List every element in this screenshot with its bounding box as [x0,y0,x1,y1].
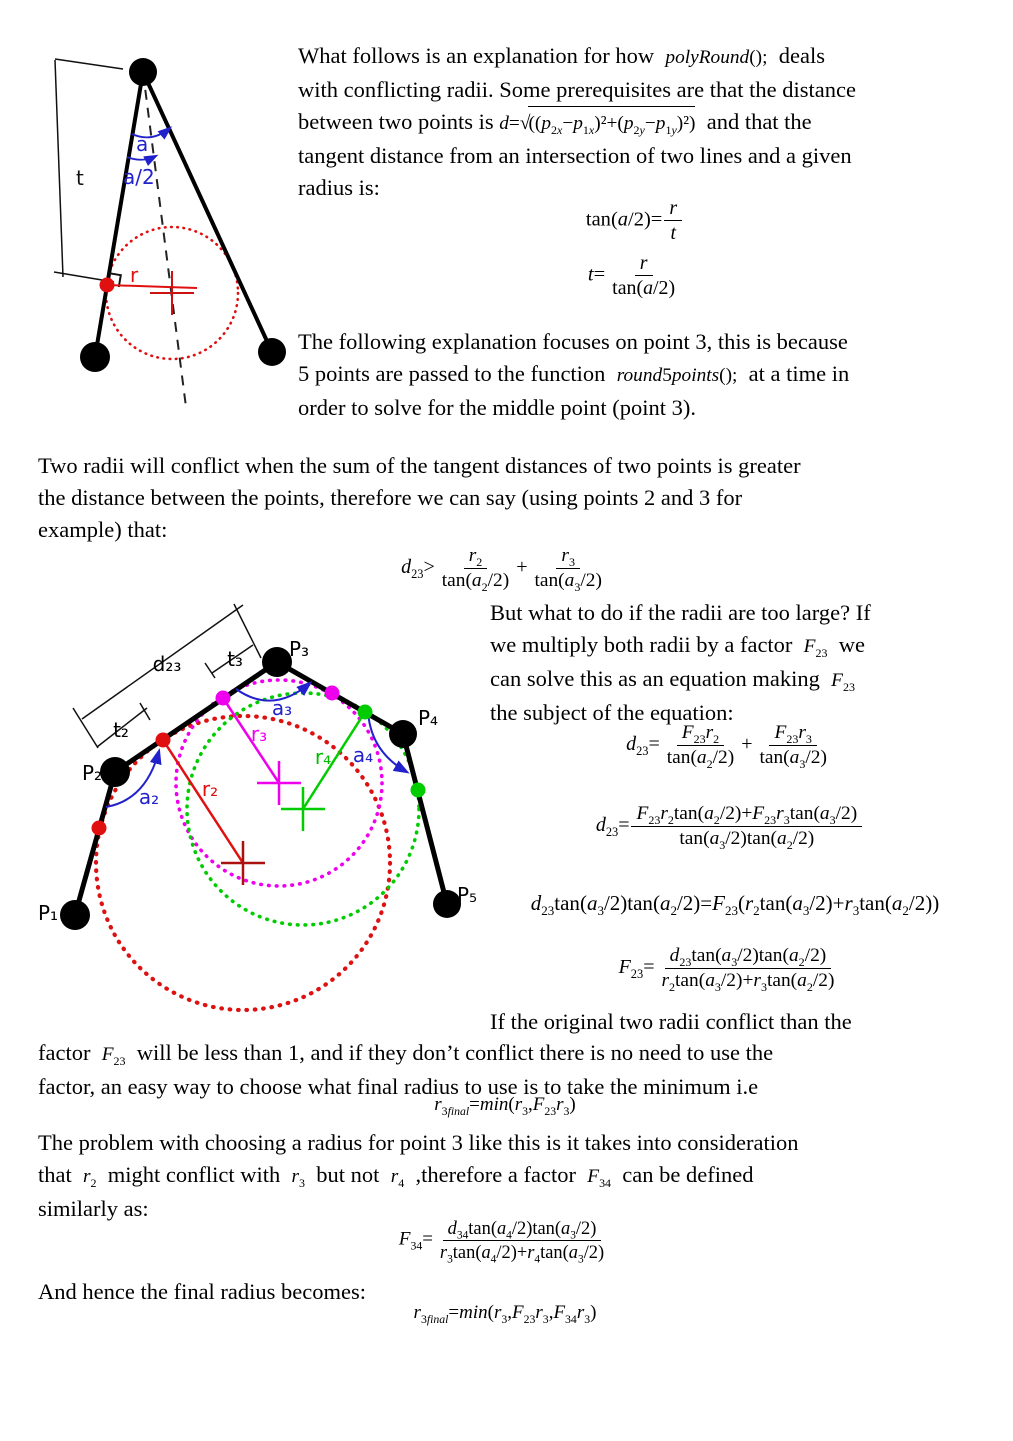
radius-line [107,285,197,288]
formula-r3final-min3: $r_{3final}=\min(r_3,F_{23}r_3,F_{34}r_3)$ [413,1302,597,1326]
tangent-dot-red-1 [156,733,171,748]
paragraph-original-full: factor $F_{23}$ will be less than 1, and if they don’t conflict there is no need to use the factor, an easy way to choose what final radius to use is to take the minimum i.e [38,1040,774,1099]
label-r4: r₄ [314,745,332,769]
formula-F34: $F_{34}=$ $\frac{d_{34}\tan(a_4/2)\tan(a_3/2)}{r_3\tan(a_4/2)+r_4\tan(a_3/2)}$ [398,1218,605,1266]
label-a2: a₂ [138,785,160,809]
paragraph-intro: What follows is an explanation for how polyRound(); deals with conflicting radii. Some prerequisites are that the distance between two points is $d=√((p_{2x}-p_{1x})^2+(p_{2y}-p_{1y})^2)$ and that the tangent distance from an intersection of two lines and a given radius is: [298,43,856,200]
label-t2: t₂ [113,718,129,742]
label-r: r [130,263,139,287]
paragraph-hence: And hence the final radius becomes: [38,1279,367,1304]
angle-a-half-arc [127,156,156,160]
formula-t: t= $\frac{r}{\tan(a/2)}$ [587,251,676,299]
tangent-dot-magenta-1 [216,691,231,706]
formula-tan: tan(a/2)= $\frac{r}{t}$ [480,197,790,245]
label-p5: P₅ [457,883,478,907]
paragraph-focus: The following explanation focuses on point 3, this is because 5 points are passed to the function round5points(); at a time in order to solve for the middle point (point 3). [298,329,850,420]
vertex-left-dot [80,342,110,372]
formula-F23: $F_{23}=$ $\frac{d_{23}\tan(a_3/2)\tan(a_2/2)}{r_2\tan(a_3/2)+r_3\tan(a_2/2)}$ [618,945,835,994]
p1-dot [60,900,90,930]
r2-line [163,740,243,863]
paragraph-original-right: If the original two radii conflict than the [490,1009,852,1034]
tangent-dot-green-1 [358,705,373,720]
tangent-angle-diagram [30,35,310,425]
label-p4: P₄ [418,706,439,730]
label-t: t [76,166,84,190]
vertex-right-dot [258,338,286,366]
p4-dot [389,720,417,748]
edge-left [95,72,143,357]
label-a: a [136,132,149,156]
formula-r3final-min2: $r_{3final}=\min(r_3,F_{23}r_3)$ [434,1094,576,1118]
label-a4: a₄ [352,743,374,767]
formula-d23-factored: $d_{23}=$ $\frac{F_{23}r_2}{\tan(a_2/2)}$ + $\frac{F_{23}r_3}{\tan(a_3/2)}$ [626,722,827,771]
circle-center-cross [150,271,194,315]
dimension-lines [73,604,261,748]
formula-d23-expanded: $d_{23}\tan(a_3/2)\tan(a_2/2)=F_{23}(r_2\tan(a_3/2)+r_3\tan(a_2/2))$ [530,891,940,919]
formula-block-tangent [480,197,790,306]
r3-center-cross [257,761,301,805]
label-r3: r₃ [250,722,268,746]
label-p2: P₂ [82,761,103,785]
edge-right [143,72,272,352]
formula-d23-combined: $d_{23}=$ $\frac{F_{23}r_2\tan(a_2/2)+F_{23}r_3\tan(a_3/2)}{\tan(a_3/2)\tan(a_2/2)}$ [530,803,930,849]
tangent-dot-magenta-2 [325,686,340,701]
polyline-radii-diagram [30,590,500,1030]
label-r2: r₂ [201,777,219,801]
paragraph-conflict: Two radii will conflict when the sum of the tangent distances of two points is greater the distance between the points, therefore we can say (using points 2 and 3 for example) that: [38,453,801,542]
r2-center-cross [221,841,265,885]
label-p1: P₁ [38,901,59,925]
label-t3: t₃ [227,647,243,671]
p2-dot [100,757,130,787]
label-p3: P₃ [289,637,310,661]
paragraph-problem: The problem with choosing a radius for point 3 like this is it takes into consideration that $r_2$ might conflict with $r_3$ but not $r_4$ ,therefore a factor $F_{34}$ can be defined similarly as: [38,1130,799,1221]
r4-center-cross [281,787,325,831]
label-a3: a₃ [271,696,293,720]
vertex-top-dot [129,58,157,86]
label-d23: d₂₃ [152,652,182,676]
tangent-dot-red-2 [92,821,107,836]
p3-dot [262,647,292,677]
tangent-dot-green-2 [411,783,426,798]
label-a-half: a/2 [123,165,155,189]
formula-inequality: $d_{23}>$ $\frac{r_2}{\tan(a_2/2)}$ + $\frac{r_3}{\tan(a_3/2)}$ [401,545,602,594]
tangent-point-dot [100,278,115,293]
paragraph-too-large: But what to do if the radii are too large? If we multiply both radii by a factor $F_{23}$ we can solve this as an equation making $F_{23}$ the subject of the equation: [490,600,871,725]
